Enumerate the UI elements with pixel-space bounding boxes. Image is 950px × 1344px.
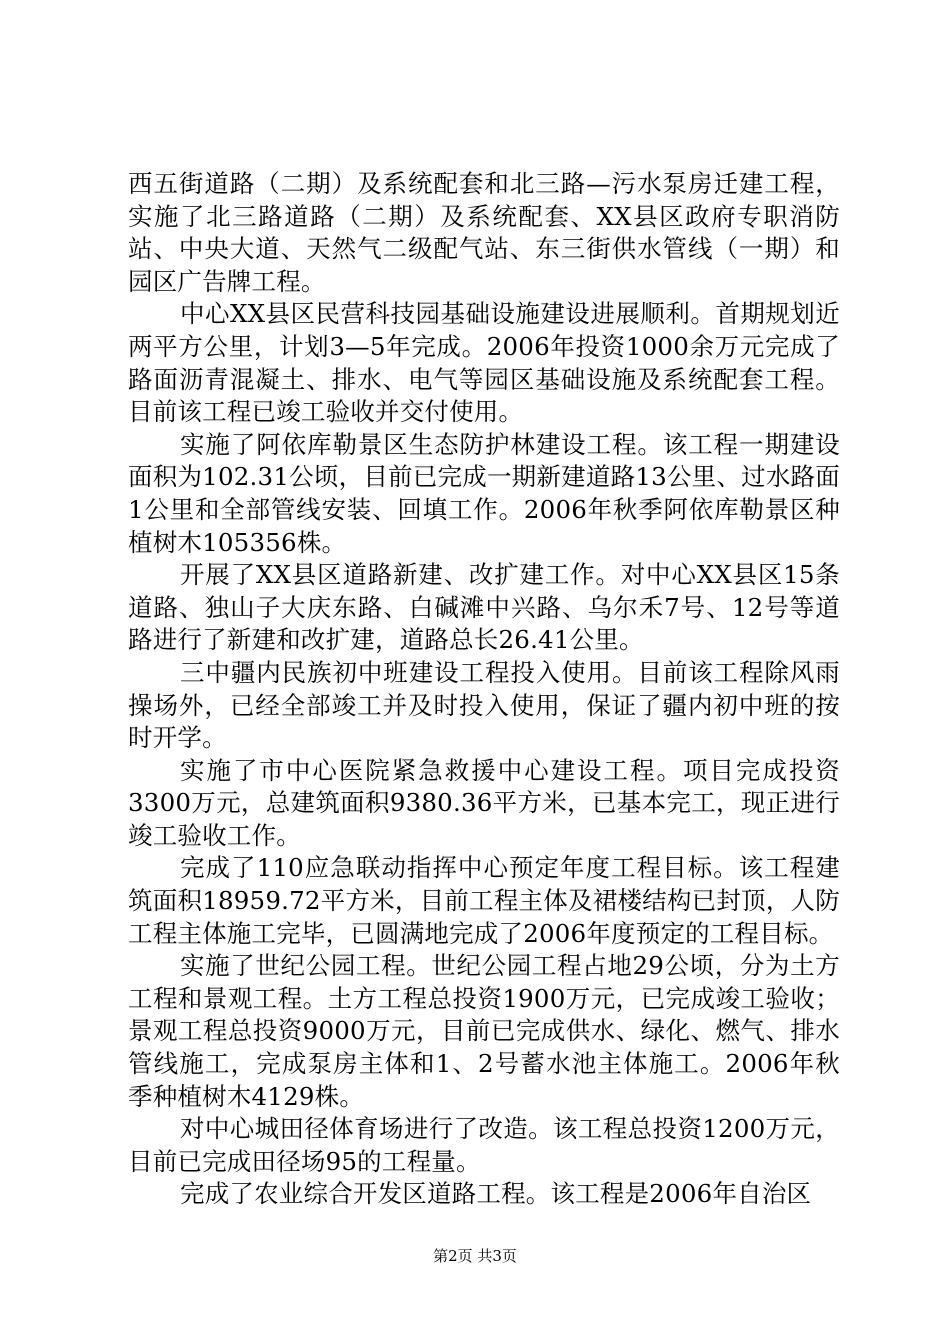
paragraph-7: 完成了110应急联动指挥中心预定年度工程目标。该工程建筑面积18959.72平方米，目前工程主体及裙楼结构已封顶，人防工程主体施工完毕，已圆满地完成了2006年度预定的工程目标。 [128, 853, 840, 948]
paragraph-8: 实施了世纪公园工程。世纪公园工程占地29公顷，分为土方工程和景观工程。土方工程总投资1900万元，已完成竣工验收；景观工程总投资9000万元，目前已完成供水、绿化、燃气、排水管线施工，完成泵房主体和1、2号蓄水池主体施工。2006年秋季种植树木4129株。 [128, 951, 840, 1111]
paragraph-5: 三中疆内民族初中班建设工程投入使用。目前该工程除风雨操场外，已经全部竣工并及时投入使用，保证了疆内初中班的按时开学。 [128, 657, 840, 753]
paragraph-1: 西五街道路（二期）及系统配套和北三路—污水泵房迁建工程，实施了北三路道路（二期）及系统配套、XX县区政府专职消防站、中央大道、天然气二级配气站、东三街供水管线（一期）和园区广告牌工程。 [128, 169, 840, 296]
paragraph-2: 中心XX县区民营科技园基础设施建设进展顺利。首期规划近两平方公里，计划3—5年完成。2006年投资1000余万元完成了路面沥青混凝土、排水、电气等园区基础设施及系统配套工程。目前该工程已竣工验收并交付使用。 [128, 299, 840, 427]
page-footer: 第2页 共3页 [433, 1247, 517, 1265]
paragraph-3: 实施了阿依库勒景区生态防护林建设工程。该工程一期建设面积为102.31公顷，目前已完成一期新建道路13公里、过水路面1公里和全部管线安装、回填工作。2006年秋季阿依库勒景区种植树木105356株。 [128, 429, 840, 557]
paragraph-6: 实施了市中心医院紧急救援中心建设工程。项目完成投资3300万元，总建筑面积9380.36平方米，已基本完工，现正进行竣工验收工作。 [128, 755, 840, 850]
paragraph-4: 开展了XX县区道路新建、改扩建工作。对中心XX县区15条道路、独山子大庆东路、白碱滩中兴路、乌尔禾7号、12号等道路进行了新建和改扩建，道路总长26.41公里。 [128, 560, 840, 655]
paragraph-10: 完成了农业综合开发区道路工程。该工程是2006年自治区 [180, 1179, 812, 1209]
paragraph-9: 对中心城田径体育场进行了改造。该工程总投资1200万元，目前已完成田径场95的工程量。 [128, 1114, 840, 1176]
document-body [128, 168, 840, 1211]
